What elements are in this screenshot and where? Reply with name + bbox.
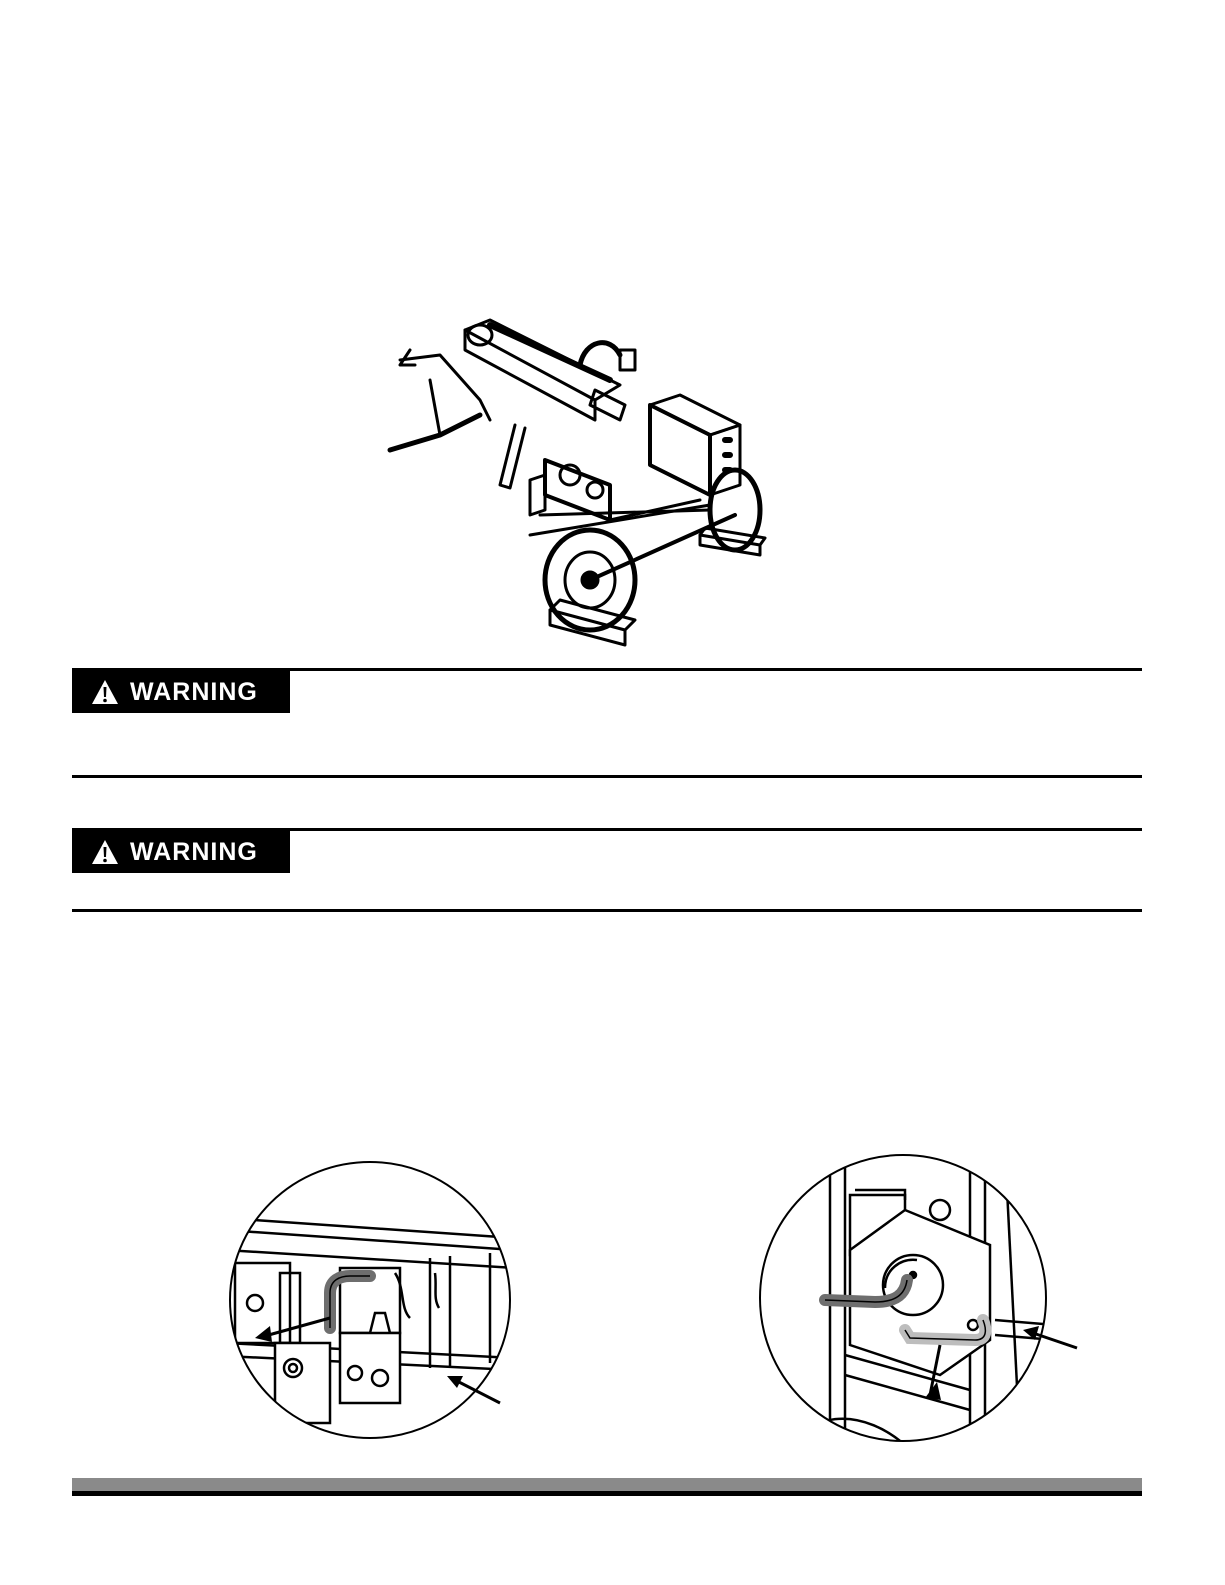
warning-triangle-icon xyxy=(90,678,120,706)
footer-bar-black xyxy=(72,1491,1142,1496)
log-splitter-illustration xyxy=(380,310,780,650)
detail-illustration-right xyxy=(755,1150,1095,1445)
footer-bar-gray xyxy=(72,1478,1142,1491)
warning-bottom-rule xyxy=(72,909,1142,912)
warning-block-1 xyxy=(72,668,1142,778)
warning-bottom-rule xyxy=(72,775,1142,778)
warning-text: WARNING xyxy=(130,837,258,866)
warning-label xyxy=(72,831,290,873)
warning-triangle-icon xyxy=(90,838,120,866)
detail-illustration-left xyxy=(225,1158,515,1443)
warning-block-2 xyxy=(72,828,1142,913)
warning-text: WARNING xyxy=(130,677,258,706)
warning-label xyxy=(72,671,290,713)
